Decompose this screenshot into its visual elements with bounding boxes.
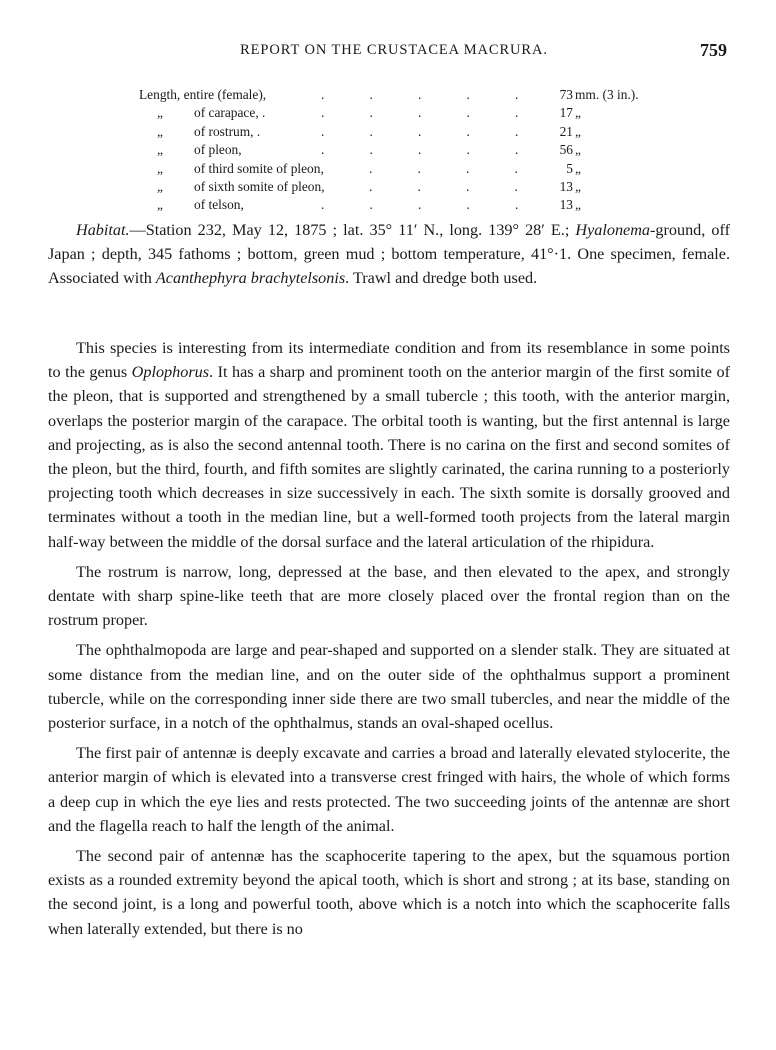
paragraph-text: This species is interesting from its intermediate condition and from its resemblance in some points to the genus	[48, 339, 730, 382]
measurement-value: 21	[559, 123, 573, 139]
page-header	[0, 40, 776, 64]
measurement-row	[139, 178, 659, 196]
measurement-row	[139, 86, 659, 104]
running-title: REPORT ON THE CRUSTACEA MACRURA.	[240, 42, 548, 58]
leader-dots: . . . . .	[321, 105, 519, 121]
measurement-row	[139, 160, 659, 178]
page-number: 759	[700, 40, 727, 60]
paragraph-rostrum: The rostrum is narrow, long, depressed at the base, and then elevated to the apex, and strongly dentate with sharp spine-like teeth that are more closely placed over the frontal region than on the rostrum proper.	[48, 562, 730, 630]
measurement-label: of sixth somite of pleon,	[194, 178, 325, 194]
habitat-text: —Station 232, May 12, 1875 ; lat. 35° 11′ N., long. 139° 28′ E.;	[129, 221, 576, 239]
paragraph-second-antennae: The second pair of antennæ has the scaphocerite tapering to the apex, but the squamous portion exists as a rounded extremity beyond the apical tooth, which is short and strong ; at its base, standing on the second joint, is a long and powerful tooth, above which is a notch into which the scaphocerite falls when laterally extended, but there is no	[48, 847, 730, 938]
paragraph-ophthalmopoda: The ophthalmopoda are large and pear-shaped and supported on a slender stalk. They are situated at some distance from the median line, and on the outer side of the ophthalmus support a prominent tubercle, while on the corresponding inner side there are two small tubercles, and near the middle of the posterior surface, in a notch of the ophthalmus, stands an oval-shaped ocellus.	[48, 641, 730, 733]
measurement-row	[139, 123, 659, 141]
habitat-paragraph	[48, 218, 730, 291]
genus-name: Hyalonema	[575, 221, 651, 239]
ditto-mark: „	[157, 178, 163, 194]
leader-dots: . . . . .	[321, 197, 519, 213]
measurement-unit: „	[575, 142, 581, 158]
genus-name: Oplophorus	[131, 363, 210, 382]
leader-dots: . . . . .	[321, 123, 519, 139]
leader-dots: . . . .	[369, 178, 518, 194]
ditto-mark: „	[157, 105, 163, 121]
measurement-value: 13	[559, 178, 573, 194]
measurement-label: of carapace, .	[194, 105, 266, 121]
leader-dots: . . . . .	[321, 142, 519, 158]
habitat-text: . Trawl and dredge both used.	[345, 269, 538, 288]
ditto-mark: „	[157, 142, 163, 158]
species-name: Acanthephyra brachytelsonis	[155, 269, 346, 288]
measurement-unit: „	[575, 160, 581, 176]
description-body	[48, 336, 730, 941]
ditto-mark: „	[157, 123, 163, 139]
measurement-label: Length, entire (female),	[139, 87, 267, 102]
measurement-label: of rostrum, .	[194, 123, 261, 139]
measurement-row	[139, 141, 659, 159]
leader-dots: . . . .	[369, 160, 518, 176]
measurement-value: 17	[559, 105, 573, 121]
measurement-label: of third somite of pleon,	[194, 160, 324, 176]
measurement-value: 13	[559, 197, 573, 213]
measurement-unit: „	[575, 178, 581, 194]
habitat-text: -ground, off Japan ; depth, 345 fathoms ; bottom, green mud ; bottom temperature, 41°·1. One specimen, female. Associated with	[48, 221, 730, 288]
measurement-row	[139, 196, 659, 214]
measurement-value: 73	[559, 87, 573, 102]
paragraph-first-antennae: The first pair of antennæ is deeply excavate and carries a broad and laterally elevated stylocerite, the anterior margin of which is elevated into a transverse crest fringed with hairs, the whole of which forms a deep cup in which the eye lies and rests protected. The two succeeding joints of the antennæ are short and the flagella reach to half the length of the animal.	[48, 744, 730, 835]
measurement-value: 56	[559, 142, 573, 158]
measurement-label: of pleon,	[194, 142, 242, 158]
paragraph-general	[48, 336, 730, 554]
measurements-table	[139, 86, 659, 215]
measurement-label: of telson,	[194, 197, 244, 213]
measurement-unit: „	[575, 197, 581, 213]
leader-dots: . . . . .	[321, 87, 519, 102]
measurement-unit: mm. (3 in.).	[575, 87, 639, 102]
habitat-label: Habitat.	[76, 221, 130, 239]
measurement-unit: „	[575, 105, 581, 121]
ditto-mark: „	[157, 160, 163, 176]
measurement-value: 5	[566, 160, 573, 176]
measurement-unit: „	[575, 123, 581, 139]
paragraph-text: . It has a sharp and prominent tooth on the anterior margin of the first somite of the pleon, that is supported and strengthened by a small tubercle ; this tooth, with the anterior margin, overlaps the posterior margin of the carapace. The orbital tooth is wanting, but the first antennal is large and projecting, as is also the second antennal tooth. There is no carina on the first and second somites of the pleon, but the third, fourth, and fifth somites are slightly carinated, the carina running to a posteriorly projecting tooth which decreases in size successively in each. The sixth somite is dorsally grooved and terminates without a tooth in the median line, but a well-formed tooth projects from the lateral margin half-way between the middle of the dorsal surface and the lateral articulation of the rhipidura.	[48, 363, 730, 551]
measurement-row	[139, 104, 659, 122]
ditto-mark: „	[157, 197, 163, 213]
